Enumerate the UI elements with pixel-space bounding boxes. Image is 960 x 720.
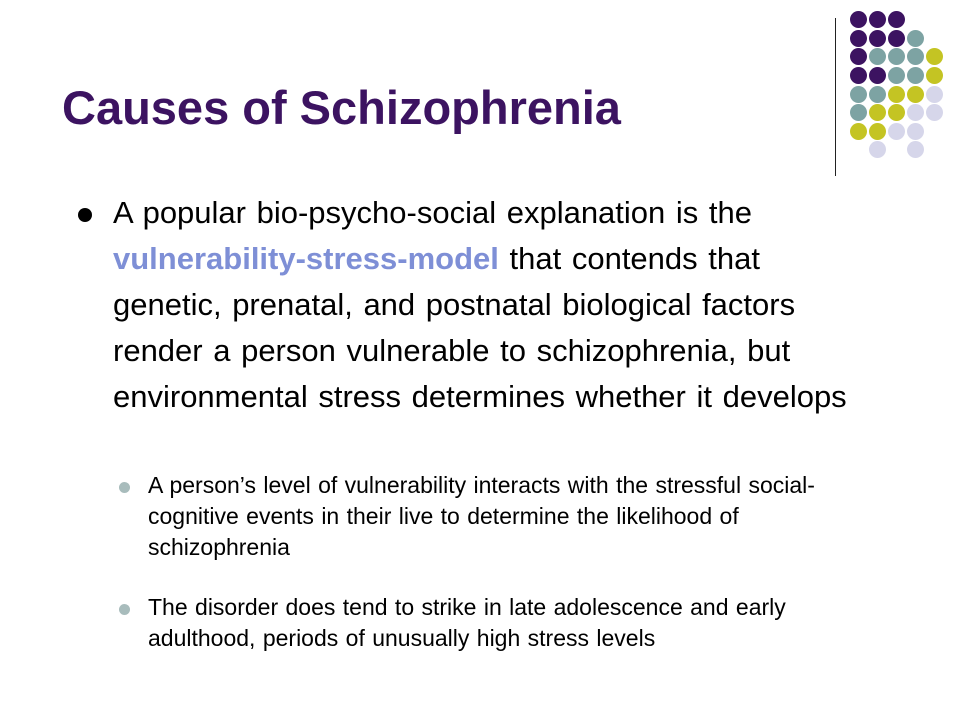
decorative-dot (869, 86, 886, 103)
sub-bullet-icon (119, 482, 130, 493)
decorative-dot (850, 104, 867, 121)
decorative-dot (869, 11, 886, 28)
decorative-dot (888, 104, 905, 121)
decorative-dot (850, 67, 867, 84)
decorative-dot (907, 67, 924, 84)
decorative-dot (926, 104, 943, 121)
decorative-dot (907, 141, 924, 158)
decorative-dot (907, 86, 924, 103)
decorative-dot (850, 123, 867, 140)
decorative-dot (907, 48, 924, 65)
decorative-dot (888, 86, 905, 103)
decorative-dot (926, 67, 943, 84)
sub-bullet-item (148, 470, 888, 563)
decorative-dot (869, 30, 886, 47)
decorative-dot (869, 141, 886, 158)
decorative-dot (888, 67, 905, 84)
highlighted-term: vulnerability-stress-model (113, 241, 499, 276)
sub-bullet-icon (119, 604, 130, 615)
decorative-dot (907, 104, 924, 121)
main-bullet-item (113, 190, 873, 420)
sub-bullet-item (148, 592, 888, 654)
main-bullet-text-after: that contends that genetic, prenatal, and postnatal biological factors render a person vulnerable to schizophrenia, but environmental stress determines whether it develops (113, 241, 847, 414)
decorative-dot (869, 48, 886, 65)
main-bullet-text-before: A popular bio-psycho-social explanation is the (113, 195, 752, 230)
bullet-icon (78, 208, 92, 222)
decorative-dot (888, 123, 905, 140)
slide-title: Causes of Schizophrenia (62, 81, 621, 134)
decorative-dot (907, 30, 924, 47)
decorative-dot (850, 11, 867, 28)
decorative-dot (888, 48, 905, 65)
sub-bullet-text: A person’s level of vulnerability interacts with the stressful social-cognitive events in their live to determine the likelihood of schizophrenia (148, 472, 815, 560)
decorative-dot (888, 30, 905, 47)
decorative-divider-line (835, 18, 836, 176)
sub-bullet-text: The disorder does tend to strike in late adolescence and early adulthood, periods of unusually high stress levels (148, 594, 786, 651)
decorative-dot (850, 48, 867, 65)
decorative-dot (869, 104, 886, 121)
decorative-dot (850, 86, 867, 103)
decorative-dot (926, 48, 943, 65)
decorative-dot (907, 123, 924, 140)
decorative-dot (926, 86, 943, 103)
decorative-dot (869, 67, 886, 84)
decorative-dot (850, 30, 867, 47)
decorative-dot (888, 11, 905, 28)
decorative-dot (869, 123, 886, 140)
